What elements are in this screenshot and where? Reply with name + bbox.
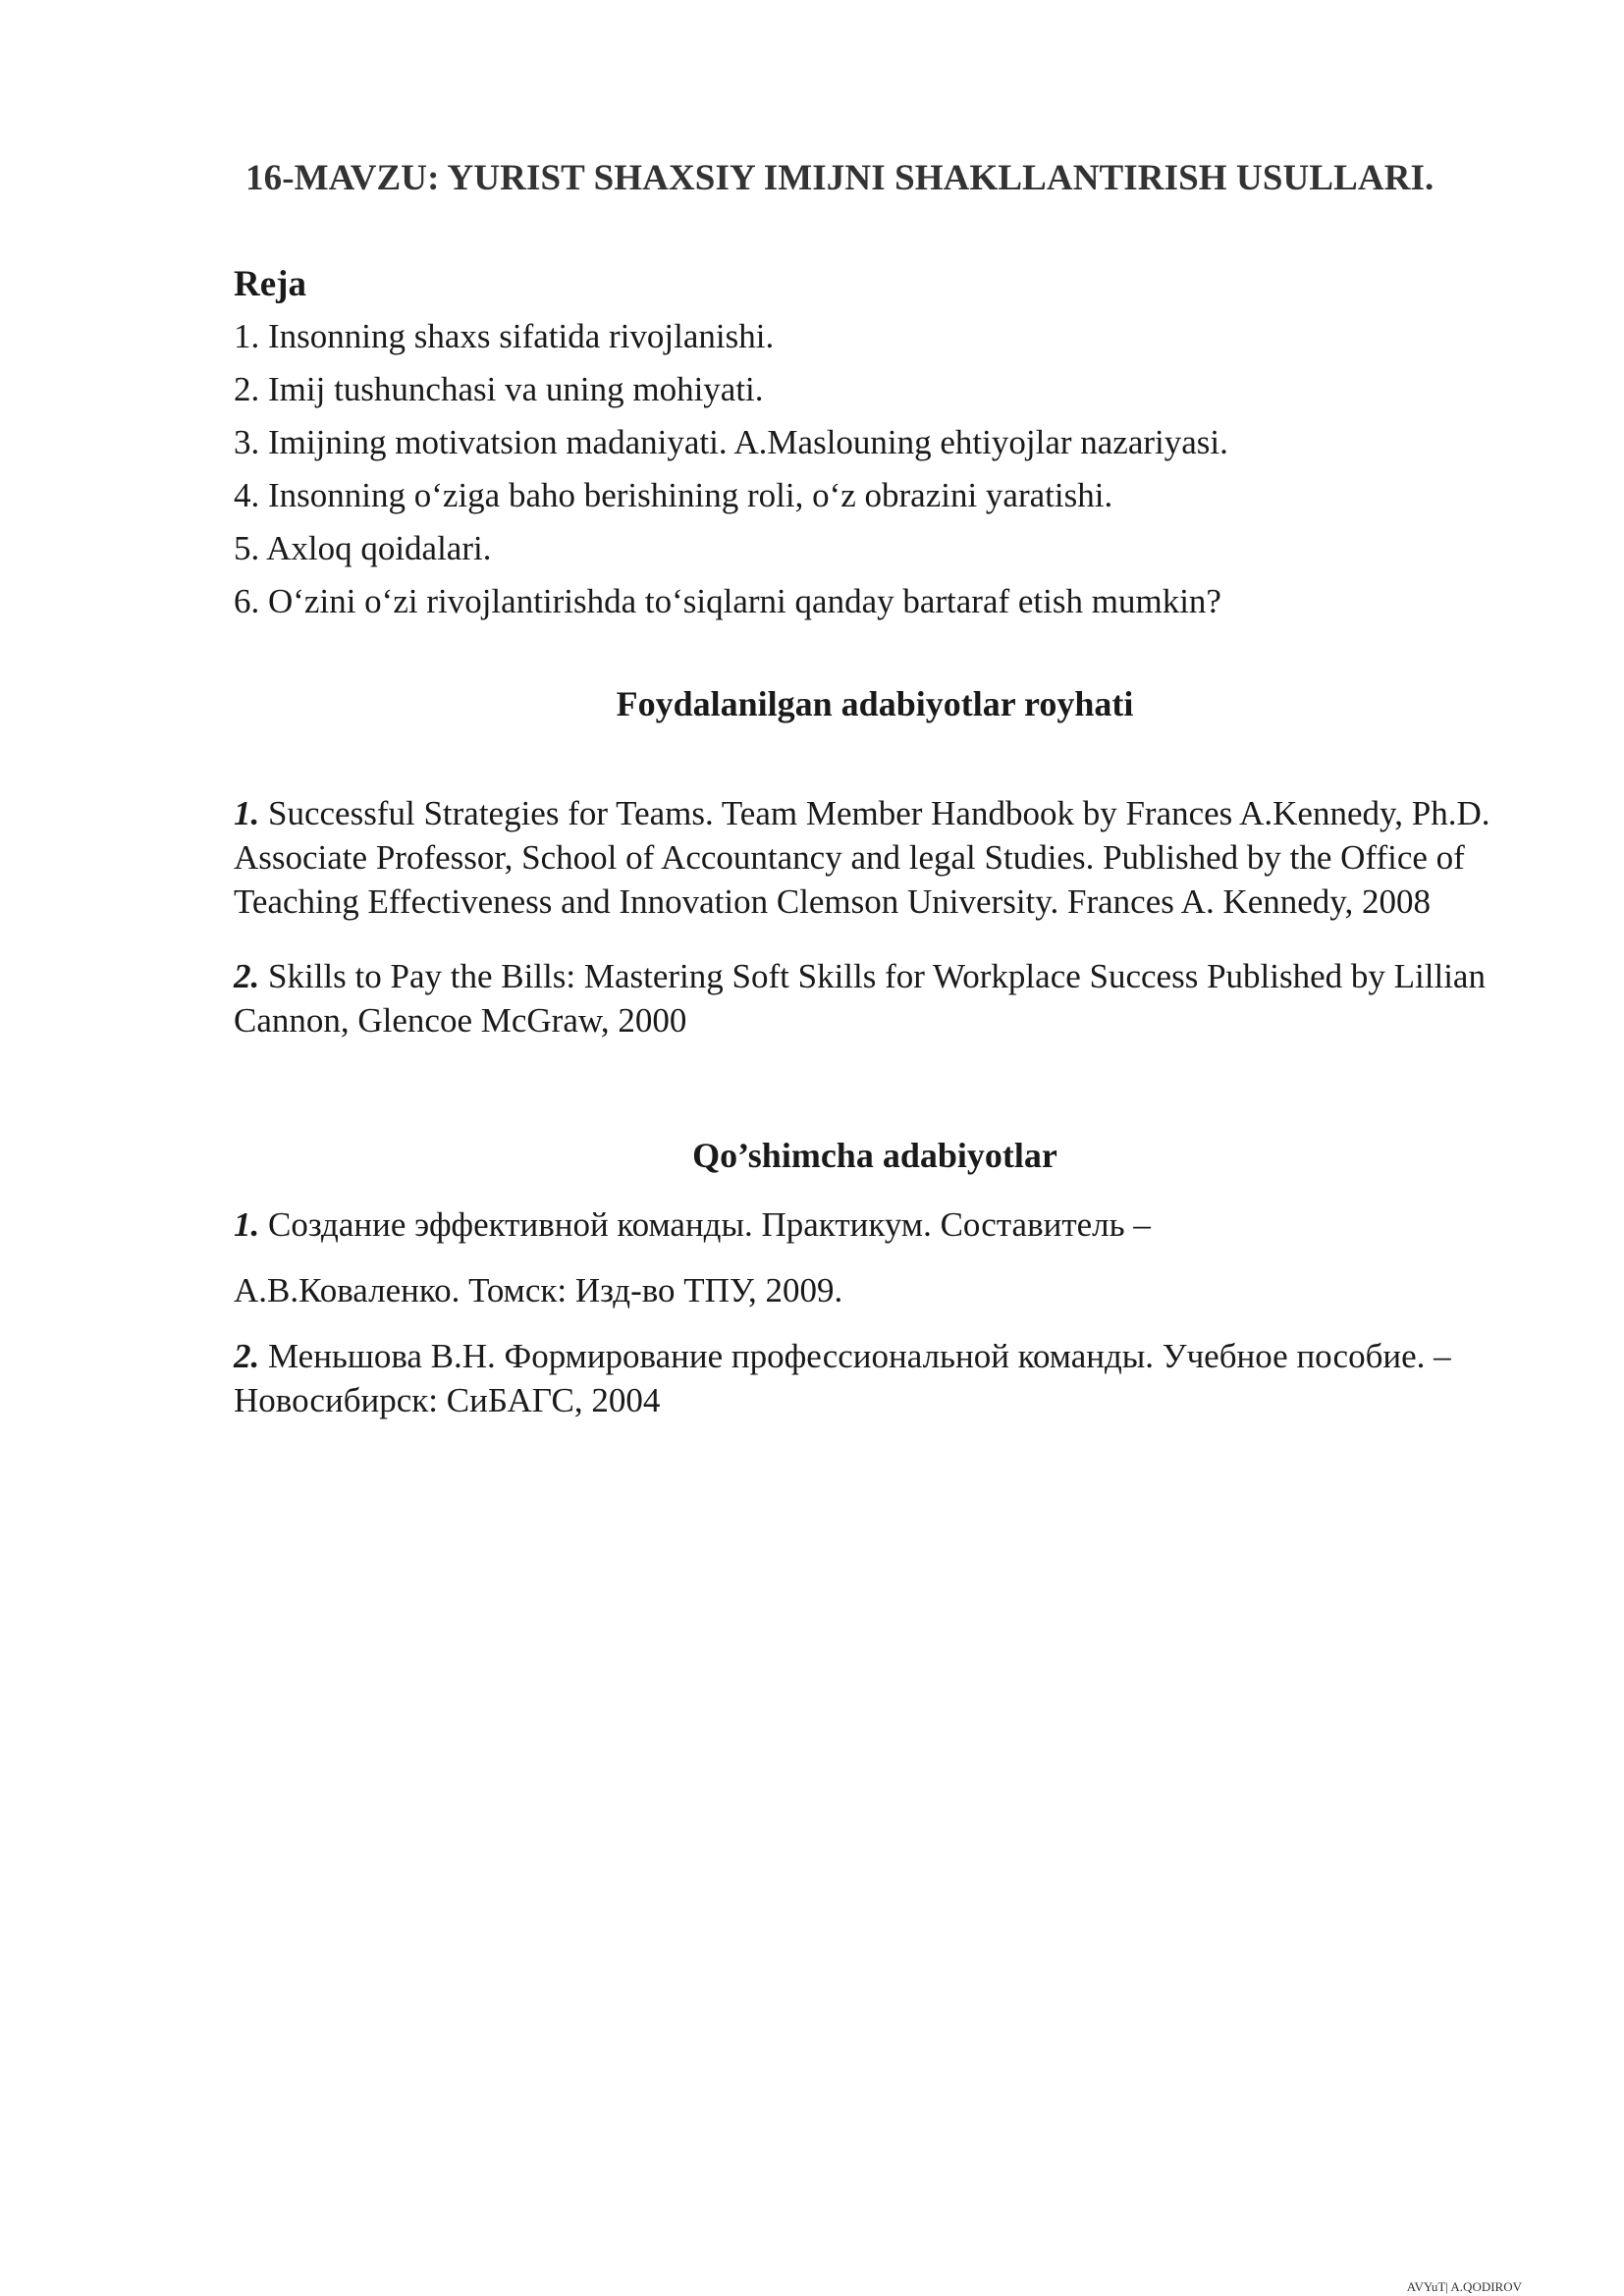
reference-item <box>234 1202 1520 1247</box>
reference-item <box>234 791 1520 924</box>
reference-text: Меньшова В.Н. Формирование профессиональной команды. Учебное пособие. – Новосибирск: СиБАГС, 2004 <box>234 1337 1451 1419</box>
reference-item <box>234 1268 1520 1312</box>
plan-list <box>234 312 1228 630</box>
reference-number: 2. <box>234 1337 260 1375</box>
page-footer: AVYuT| A.QODIROV <box>1406 2279 1522 2294</box>
reference-item <box>234 954 1520 1042</box>
plan-item: 5. Axloq qoidalari. <box>234 529 492 567</box>
reference-text: А.В.Коваленко. Томск: Изд-во ТПУ, 2009. <box>234 1271 843 1309</box>
main-literature-heading: Foydalanilgan adabiyotlar royhati <box>616 684 1134 723</box>
plan-item: 6. O‘zini o‘zi rivojlantirishda to‘siqlarni qanday bartaraf etish mumkin? <box>234 582 1221 620</box>
additional-literature-list <box>234 1202 1520 1422</box>
reference-text: Successful Strategies for Teams. Team Member Handbook by Frances A.Kennedy, Ph.D. Associate Professor, School of Accountancy and legal Studies. Published by the Office of Teaching Effectiveness and Innovation Clemson University. Frances A. Kennedy, 2008 <box>234 794 1490 921</box>
main-literature-list <box>234 791 1520 1042</box>
page-title: 16-MAVZU: YURIST SHAXSIY IMIJNI SHAKLLANTIRISH USULLARI. <box>245 158 1435 198</box>
reference-text: Создание эффективной команды. Практикум. Составитель – <box>259 1205 1151 1244</box>
plan-item: 4. Insonning o‘ziga baho berishining roli, o‘z obrazini yaratishi. <box>234 476 1113 514</box>
reference-item <box>234 1334 1520 1422</box>
plan-item: 2. Imij tushunchasi va uning mohiyati. <box>234 370 764 408</box>
additional-literature-heading: Qo’shimcha adabiyotlar <box>692 1136 1057 1175</box>
plan-item: 1. Insonning shaxs sifatida rivojlanishi. <box>234 317 775 355</box>
reference-number: 1. <box>234 1205 260 1244</box>
plan-item: 3. Imijning motivatsion madaniyati. A.Maslouning ehtiyojlar nazariyasi. <box>234 423 1228 461</box>
plan-heading: Reja <box>234 264 306 304</box>
reference-number: 2. <box>234 957 260 995</box>
reference-text: Skills to Pay the Bills: Mastering Soft Skills for Workplace Success Published by Lillian Cannon, Glencoe McGraw, 2000 <box>234 957 1486 1040</box>
reference-number: 1. <box>234 794 260 832</box>
